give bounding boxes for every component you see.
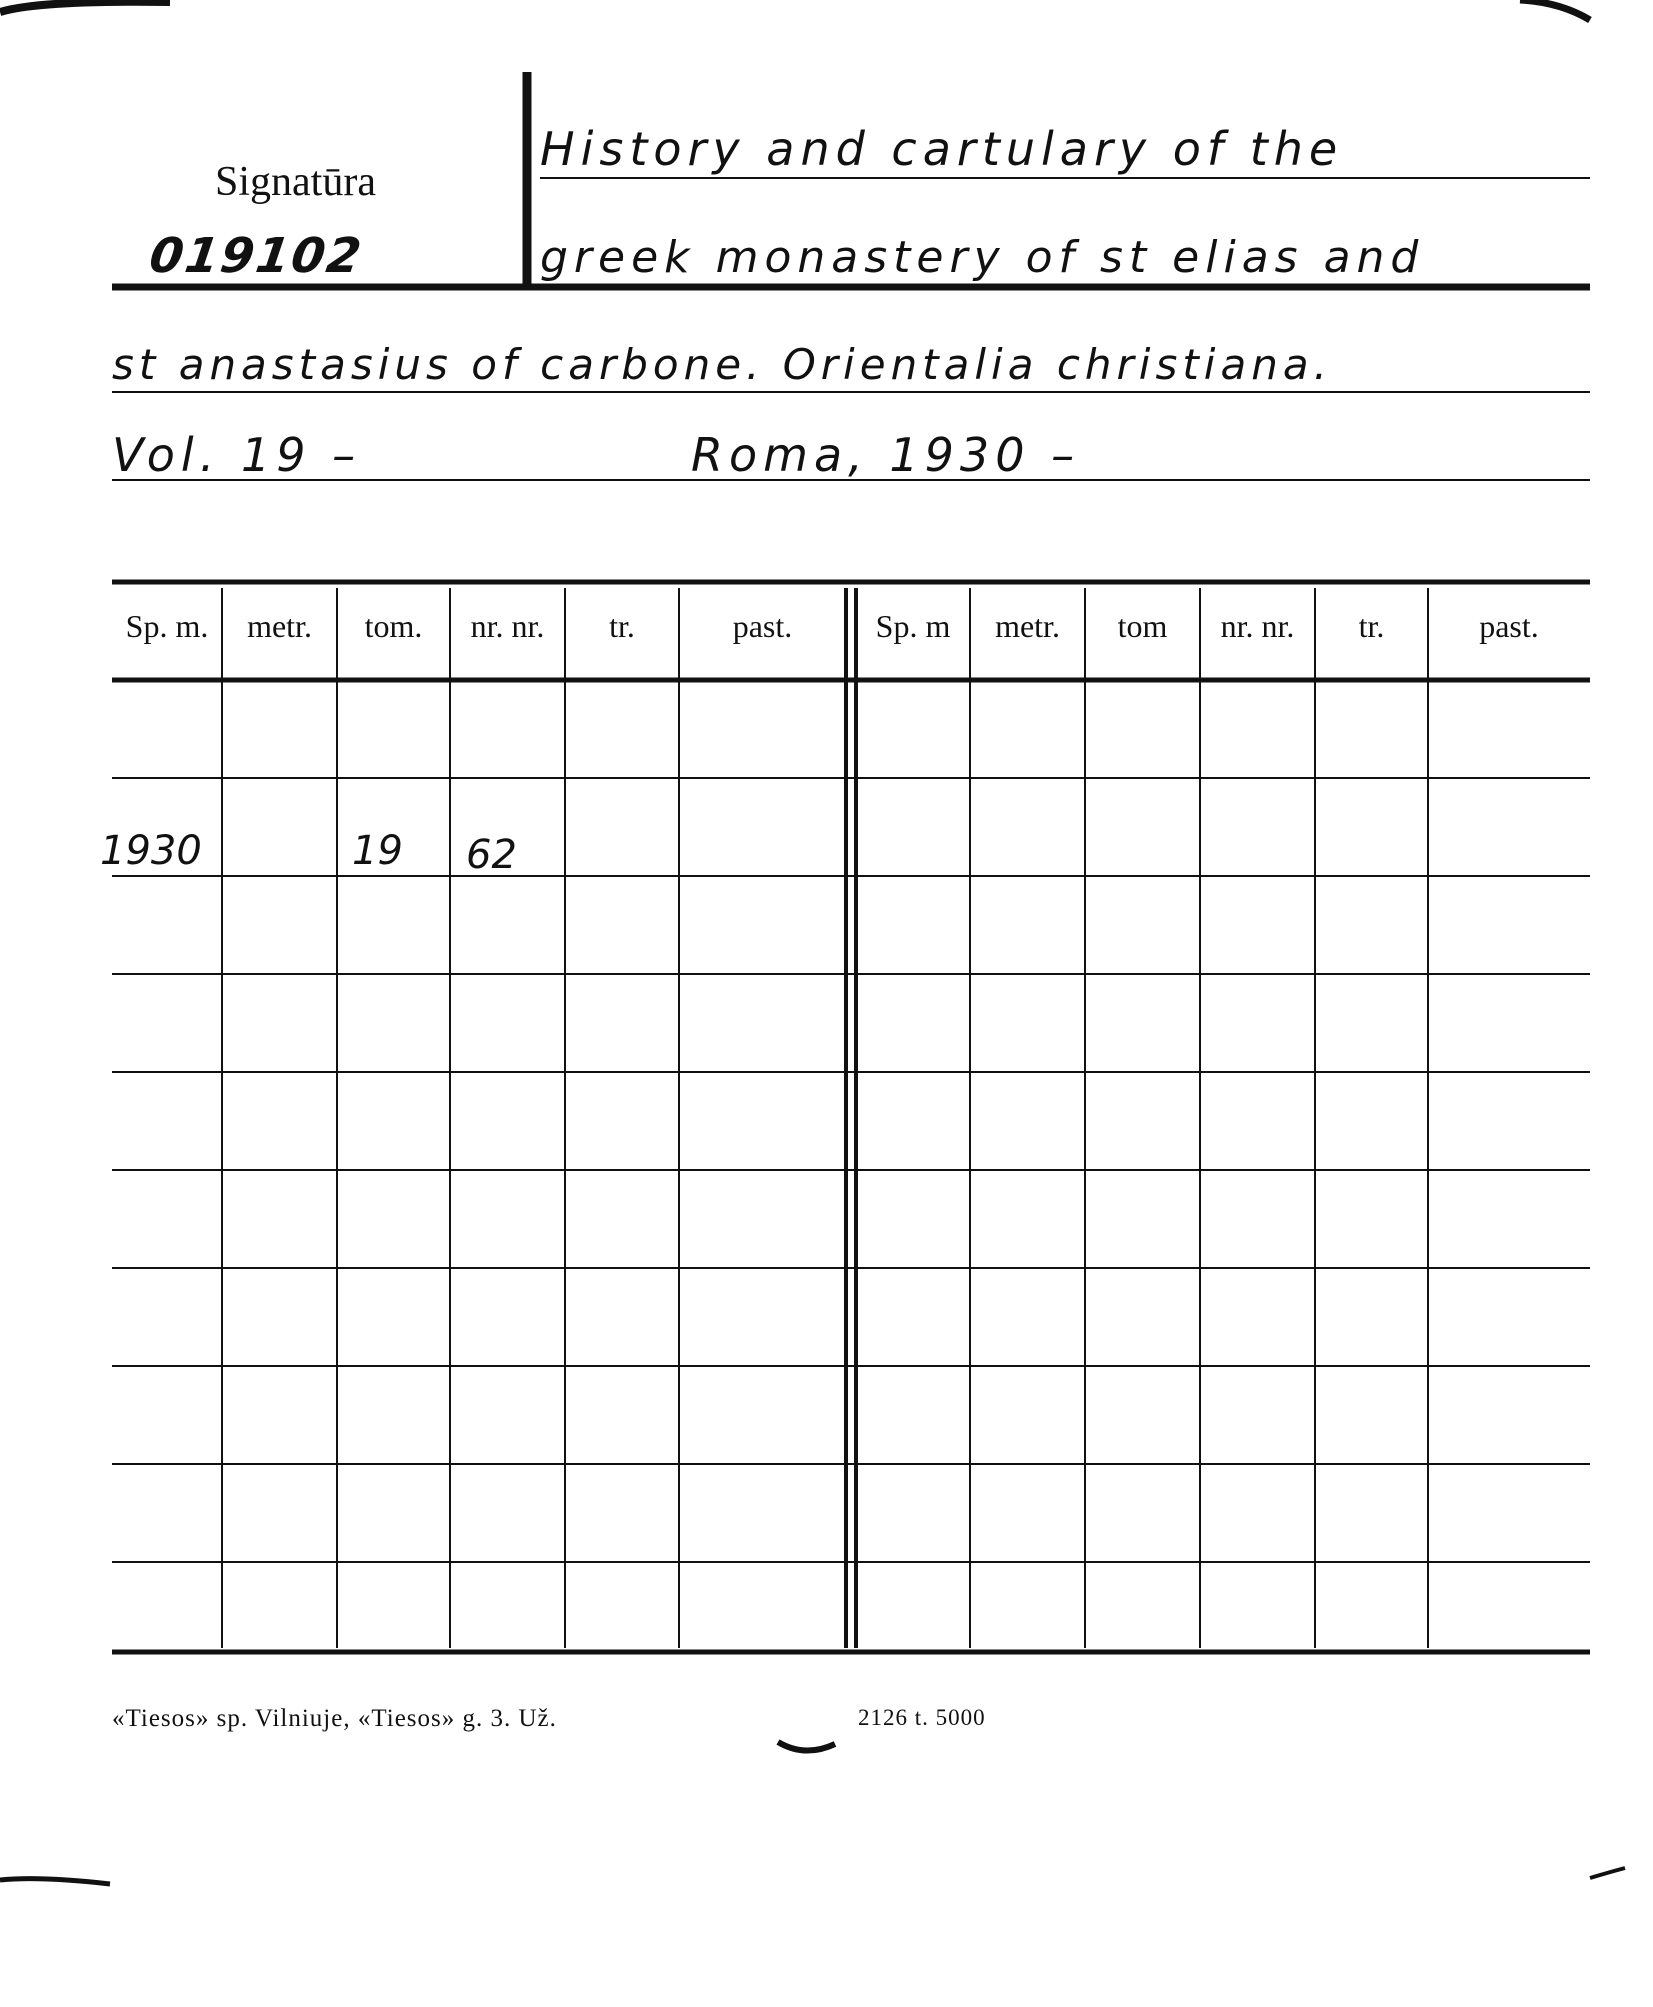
- entry-sp-m: 1930: [100, 828, 202, 874]
- header-metr: metr.: [247, 608, 312, 644]
- header-tr: tr.: [609, 608, 635, 644]
- header-tom: tom.: [364, 608, 423, 644]
- header-nr-nr: nr. nr.: [470, 608, 545, 644]
- entry-nr-nr: 62: [466, 832, 517, 878]
- signature-label: Signatūra: [215, 159, 376, 205]
- signature-number: 019102: [146, 228, 367, 284]
- header-sp-m: Sp. m.: [125, 608, 209, 644]
- header-tr-right: tr.: [1358, 608, 1385, 644]
- header-sp-m-right: Sp. m: [875, 608, 951, 644]
- title-line-2: greek monastery of st elias and: [540, 232, 1425, 283]
- entry-tom: 19: [352, 828, 403, 874]
- header-past: past.: [732, 608, 793, 644]
- footer-printer: «Tiesos» sp. Vilniuje, «Tiesos» g. 3. Už.: [112, 1705, 557, 1732]
- header-past-right: past.: [1479, 608, 1539, 644]
- header-nr-nr-right: nr. nr.: [1220, 608, 1295, 644]
- title-line-1: History and cartulary of the: [540, 122, 1344, 176]
- header-metr-right: metr.: [995, 608, 1060, 644]
- title-line-3: st anastasius of carbone. Orientalia christiana.: [112, 340, 1332, 389]
- footer-order: 2126 t. 5000: [858, 1705, 986, 1730]
- header-tom-right: tom: [1117, 608, 1168, 644]
- title-line-4: Vol. 19 – Roma, 1930 –: [112, 428, 1081, 482]
